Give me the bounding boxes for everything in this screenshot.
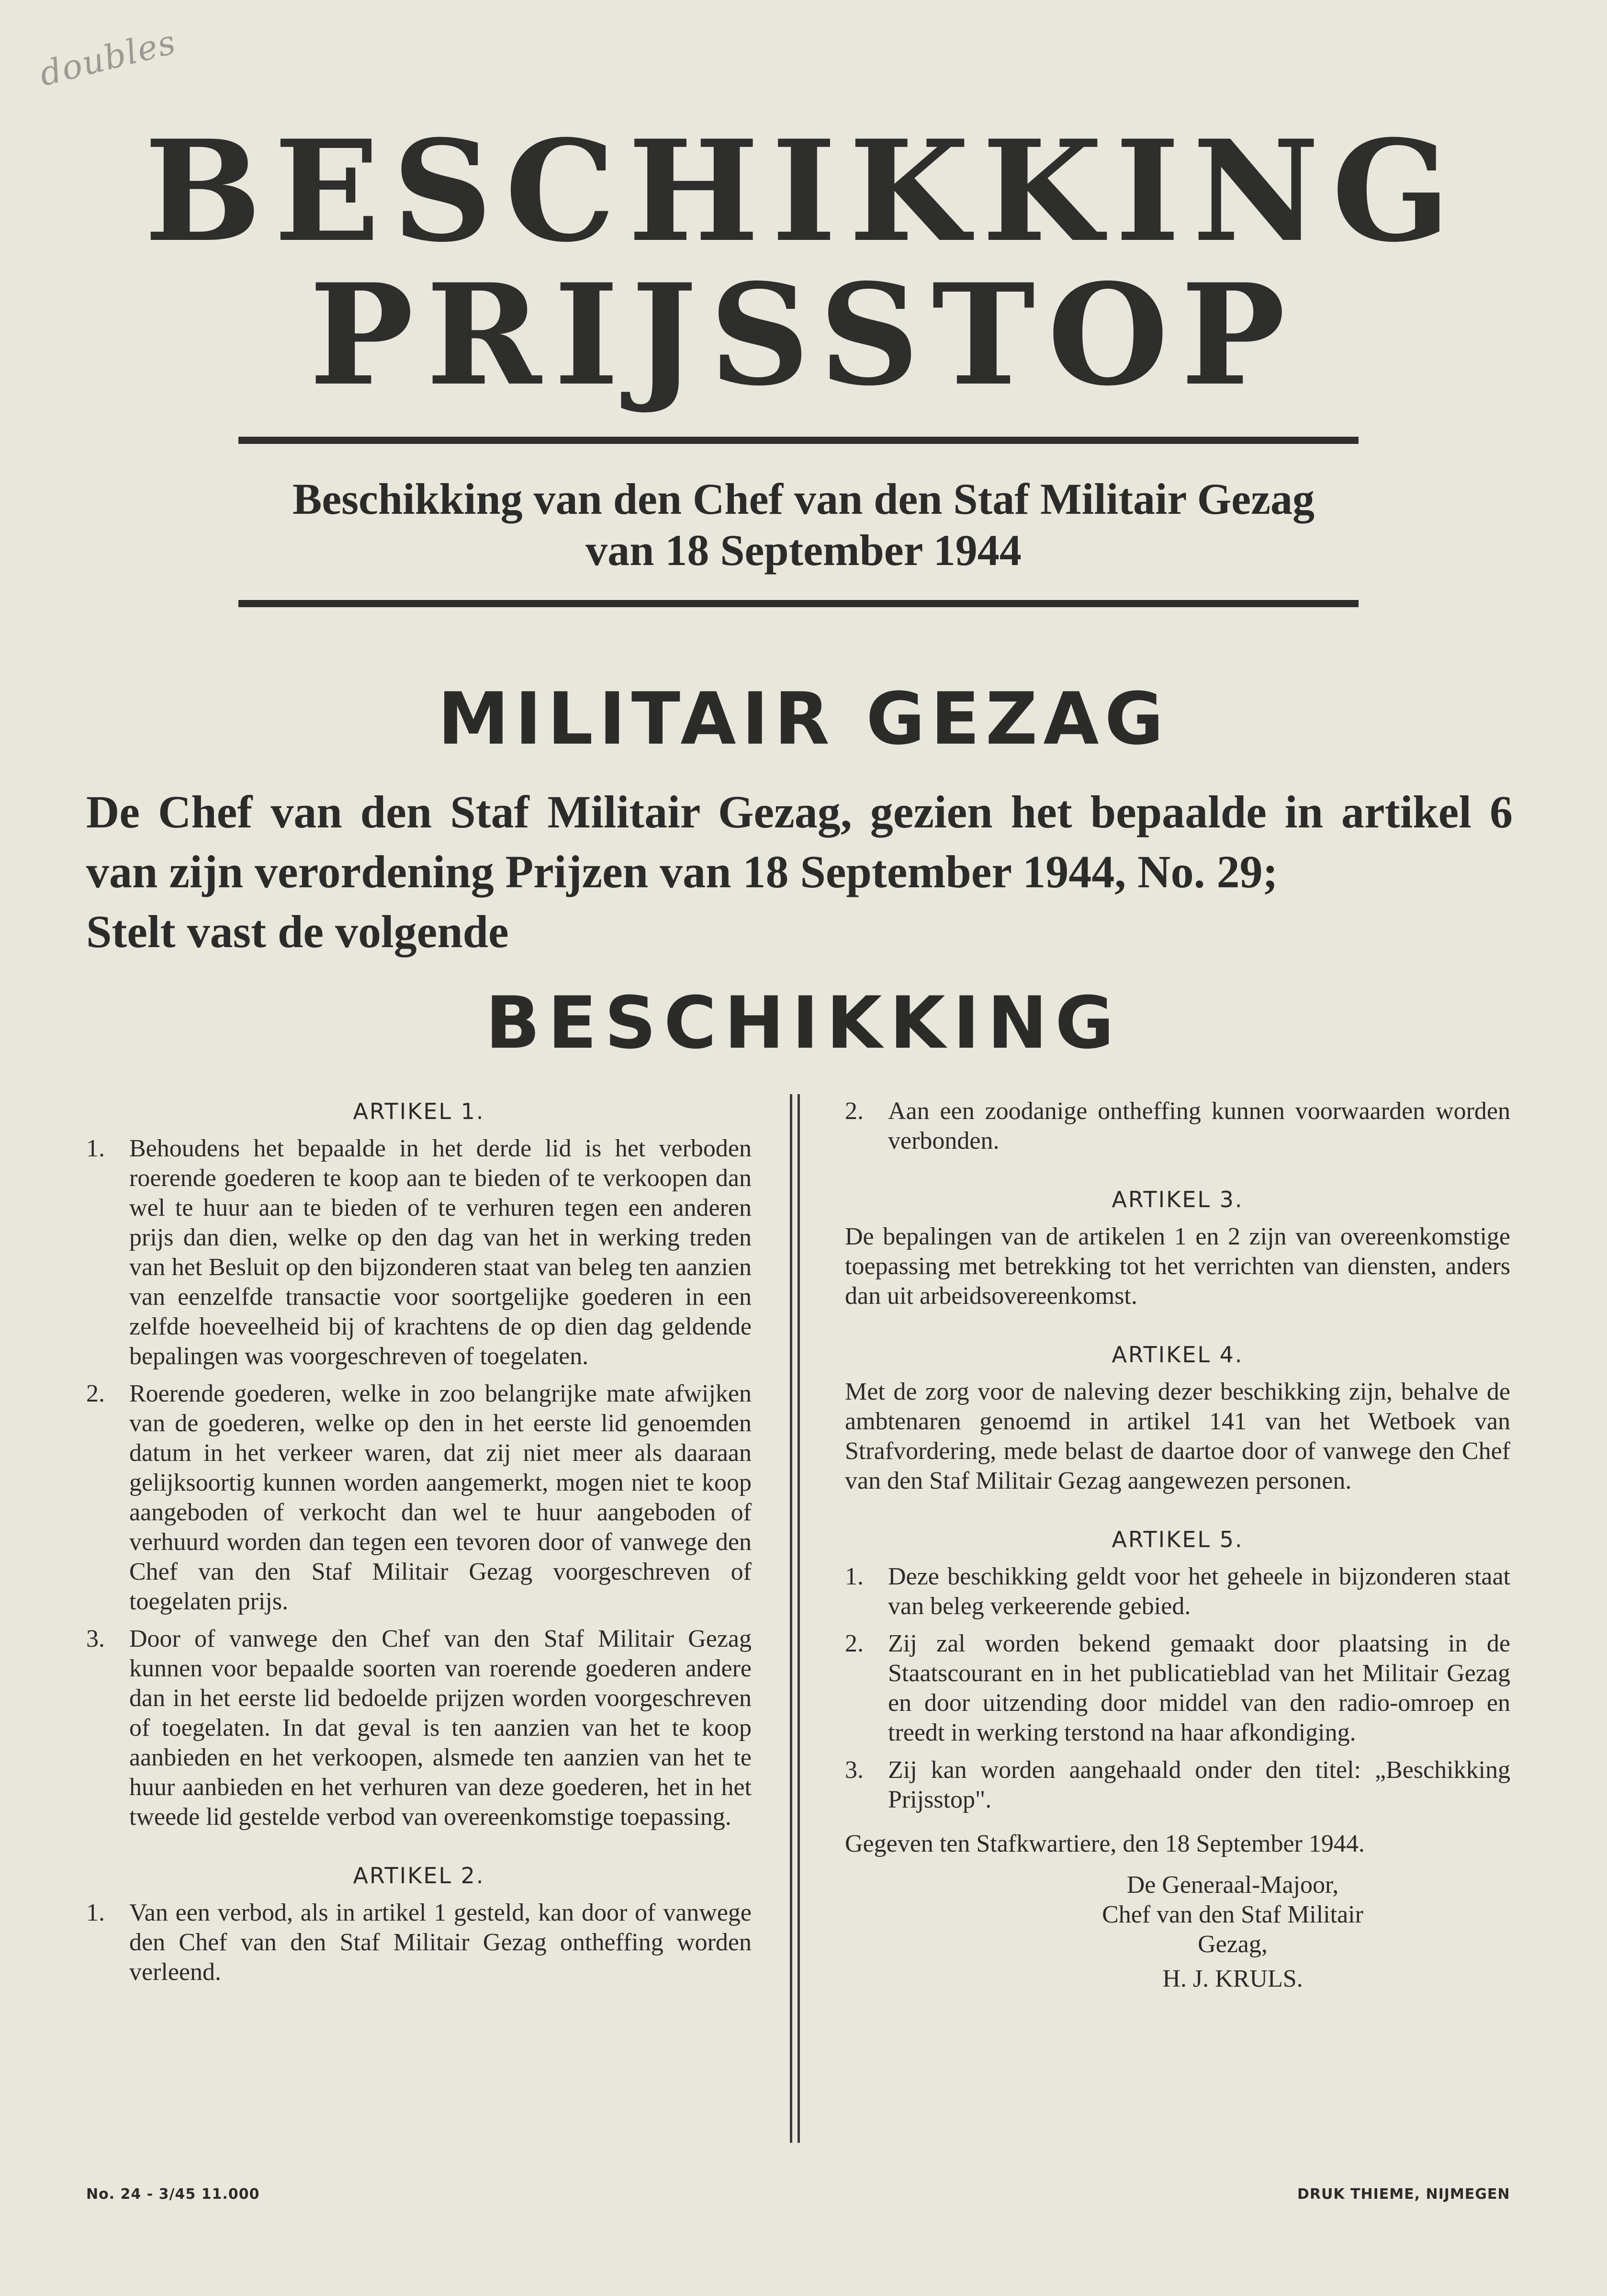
handwritten-note: doubles [35,22,180,94]
signature-name: H. J. KRULS. [1162,1965,1303,1992]
signature-block [845,1870,1510,1994]
subtitle-line-2: van 18 September 1944 [585,526,1022,575]
item-text: Deze beschikking geldt voor het geheele in bijzonderen staat van beleg verkeerende gebied. [888,1563,1510,1620]
article-4-title: ARTIKEL 4. [1112,1342,1244,1368]
item-number: 3. [86,1625,105,1652]
item-number: 2. [86,1380,105,1407]
left-column [86,1097,752,1995]
article-3-title: ARTIKEL 3. [1112,1187,1244,1212]
title-line-1: BESCHIKKING [144,110,1463,273]
item-text: Door of vanwege den Chef van den Staf Militair Gezag kunnen voor bepaalde soorten van roerende goederen andere dan in het eerste lid bedoelde prijzen worden voorgeschreven of toegelaten. In dat geval is ten aanzien van het te koop aanbieden en het verkoopen, alsmede ten aanzien van het te huur aanbieden en het verhuren van deze goederen, het in het tweede lid gestelde verbod van overeenkomstige toepassing. [129,1625,752,1831]
intro-line-1: De Chef van den Staf Militair Gezag, gezien het bepaalde in artikel 6 [86,786,1513,837]
article-1-item [86,1624,752,1832]
article-2-item [86,1898,752,1987]
authority-heading: MILITAIR GEZAG [438,678,1169,761]
item-text: Zij zal worden bekend gemaakt door plaatsing in de Staatscourant en in het publicatieblad van het Militair Gezag en door uitzending door middel van den radio-omroep en treedt in werking terstond na haar afkondiging. [888,1630,1510,1746]
item-text: Van een verbod, als in artikel 1 gesteld, kan door of vanwege den Chef van den Staf Militair Gezag ontheffing worden verleend. [129,1899,752,1986]
article-5-item [845,1629,1510,1748]
item-number: 2. [845,1630,864,1657]
item-number: 1. [845,1563,864,1590]
title-line-2: PRIJSSTOP [309,254,1298,417]
top-rule [238,437,1359,444]
article-2-title: ARTIKEL 2. [353,1863,485,1889]
bottom-rule [238,600,1359,607]
intro-line-3: Stelt vast de volgende [86,906,509,957]
article-5-item [845,1562,1510,1621]
column-divider-left [790,1094,792,2143]
right-column [845,1097,1510,1994]
given-line: Gegeven ten Stafkwartiere, den 18 September 1944. [845,1830,1365,1857]
printer-credit: DRUK THIEME, NIJMEGEN [1297,2186,1510,2203]
item-text: Behoudens het bepaalde in het derde lid is het verboden roerende goederen te koop aan te bieden of te verkoopen dan wel te huur aan te bieden of te verhuren tegen een anderen prijs dan dien, welke op den dag van het in werking treden van het Besluit op den bijzonderen staat van beleg ten aanzien van eenzelfde transactie voor soortgelijke goederen in een zelfde hoeveelheid bij of krachtens de op dien dag geldende bepalingen was voorgeschreven of toegelaten. [129,1135,752,1370]
article-3-text: De bepalingen van de artikelen 1 en 2 zijn van overeenkomstige toepassing met betrekking tot het verrichten van diensten, anders dan uit arbeidsovereenkomst. [845,1223,1510,1310]
signature-rank: De Generaal-Majoor, [1126,1871,1339,1899]
item-text: Zij kan worden aangehaald onder den titel: „Beschikking Prijsstop". [888,1756,1510,1813]
article-5-item [845,1755,1510,1815]
item-number: 1. [86,1899,105,1926]
column-divider-right [798,1094,800,2143]
subtitle-line-1: Beschikking van den Chef van den Staf Militair Gezag [292,475,1315,523]
item-text: Aan een zoodanige ontheffing kunnen voorwaarden worden verbonden. [888,1097,1510,1154]
signature-role: Chef van den Staf Militair Gezag, [1102,1901,1363,1958]
article-5-title: ARTIKEL 5. [1112,1527,1244,1552]
article-2-item [845,1097,1510,1156]
beschikking-heading: BESCHIKKING [485,982,1122,1065]
article-1-item [86,1379,752,1617]
article-1-title: ARTIKEL 1. [353,1098,485,1124]
item-text: Roerende goederen, welke in zoo belangrijke mate afwijken van de goederen, welke op den in het eerste lid genoemden datum in het verkeer waren, dat zij niet meer als daaraan gelijksoortig kunnen worden aangemerkt, mogen niet te koop aangeboden of verkocht dan wel te huur aangeboden of verhuurd worden dan tegen een tevoren door of vanwege den Chef van den Staf Militair Gezag voorgeschreven of toegelaten prijs. [129,1380,752,1615]
item-number: 3. [845,1756,864,1784]
item-number: 1. [86,1135,105,1162]
intro-paragraph [86,782,1513,961]
intro-line-2: van zijn verordening Prijzen van 18 September 1944, No. 29; [86,846,1278,897]
item-number: 2. [845,1097,864,1125]
print-number: No. 24 - 3/45 11.000 [86,2186,260,2203]
article-1-item [86,1134,752,1371]
article-4-text: Met de zorg voor de naleving dezer beschikking zijn, behalve de ambtenaren genoemd in artikel 141 van het Wetboek van Strafvordering, mede belast de daartoe door of vanwege den Chef van den Staf Militair Gezag aangewezen personen. [845,1378,1510,1494]
